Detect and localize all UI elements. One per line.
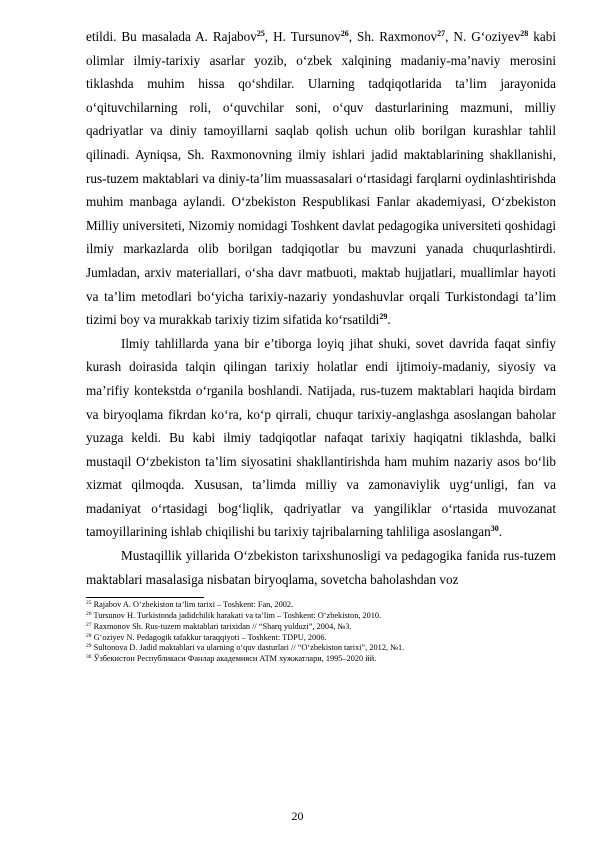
footnote-26 — [86, 611, 556, 622]
footnote-text: Ўзбекистон Республикаси Фанлар академияси АТМ хужжатлари, 1995–2020 йй. — [93, 654, 377, 664]
footnote-ref-27[interactable]: 27 — [437, 29, 446, 38]
footnote-29 — [86, 643, 556, 654]
footnotes — [86, 600, 556, 665]
text-run: kabi olimlar ilmiy-tarixiy asarlar yozib, o‘zbek xalqining madaniy-ma’naviy merosini tiklashda muhim hissa qo‘shdilar. Ularning tadqiqotlarida ta’lim jarayonida o‘qituvchilarning roli, o‘quvchilar soni, o‘quv dasturlarining mazmuni, milliy qadriyatlar va diniy tamoyillarni saqlab qolish uchun olib borilgan kurashlar tahlil qilinadi. Ayniqsa, Sh. Raxmonovning ilmiy ishlari jadid maktablarining shakllanishi, rus-tuzem maktablari va diniy-ta’lim muassasalari o‘rtasidagi farqlarni oydinlashtirishda muhim manbaga aylandi. O‘zbekiston Respublikasi Fanlar akademiyasi, O‘zbekiston Milliy universiteti, Nizomiy nomidagi Toshkent davlat pedagogika universiteti qoshidagi ilmiy markazlarda olib borilgan tadqiqotlar bu mavzuni yanada chuqurlashtirdi. Jumladan, arxiv materiallari, o‘sha davr matbuoti, maktab hujjatlari, muallimlar hayoti va ta’lim metodlari bo‘yicha tarixiy-nazariy yondashuvlar orqali Turkistondagi ta’lim tizimi boy va murakkab tarixiy tizim sifatida ko‘rsatildi — [86, 29, 556, 328]
text-run: etildi. Bu masalada A. Rajabov — [86, 29, 257, 44]
footnote-number: 25 — [86, 600, 92, 607]
footnote-ref-26[interactable]: 26 — [340, 29, 349, 38]
footnote-text: G‘oziyev N. Pedagogik tafakkur taraqqiyoti – Toshkent: TDPU, 2006. — [93, 632, 327, 642]
footnote-text: Sultonova D. Jadid maktablari va ularning o‘quv dasturlari // “O‘zbekiston tarixi”, 2012, №1. — [93, 643, 405, 653]
footnote-ref-25[interactable]: 25 — [256, 29, 265, 38]
footnote-number: 26 — [86, 611, 92, 618]
footnote-text: Tursunov H. Turkistonda jadidchilik harakati va ta’lim – Toshkent: O‘zbekiston, 2010. — [93, 611, 382, 621]
document-page — [86, 25, 556, 665]
footnote-number: 27 — [86, 621, 92, 628]
footnote-text: Rajabov A. O‘zbekiston ta’lim tarixi – Toshkent: Fan, 2002. — [93, 600, 294, 610]
body-paragraph-2 — [86, 332, 556, 544]
footnote-27 — [86, 622, 556, 633]
text-run: . — [498, 524, 502, 540]
footnote-number: 28 — [86, 632, 92, 639]
footnote-ref-29[interactable]: 29 — [379, 312, 388, 322]
footnote-separator — [86, 597, 204, 598]
text-run: Ilmiy tahlillarda yana bir e’tiborga loyiq jihat shuki, sovet davrida faqat sinfiy kurash doirasida talqin qilingan tarixiy holatlar endi ijtimoiy-madaniy, siyosiy va ma’rifiy kontekstda o‘rganila boshlandi. Natijada, rus-tuzem maktablari haqida birdam va biryoqlama fikrdan ko‘ra, ko‘p qirrali, chuqur tarixiy-anglashga asoslangan baholar yuzaga keldi. Bu kabi ilmiy tadqiqotlar nafaqat tarixiy haqiqatni tiklashda, balki mustaqil O‘zbekiston ta’lim siyosatini shakllantirishda ham muhim nazariy asos bo‘lib xizmat qilmoqda. Xususan, ta’limda milliy va zamonaviylik uyg‘unligi, fan va madaniyat o‘rtasidagi bog‘liqlik, qadriyatlar va yangiliklar o‘rtasida muvozanat tamoyillarining ishlab chiqilishi bu tarixiy tajribalarning tahliliga asoslangan — [86, 335, 556, 540]
footnote-25 — [86, 600, 556, 611]
text-run: , Sh. Raxmonov — [348, 29, 438, 44]
footnote-ref-28[interactable]: 28 — [520, 29, 529, 38]
text-run: Mustaqillik yillarida O‘zbekiston tarixshunosligi va pedagogika fanida rus-tuzem maktablari masalasiga nisbatan biryoqlama, sovetcha baholashdan voz — [86, 548, 556, 587]
footnote-30 — [86, 654, 556, 665]
footnote-number: 30 — [86, 654, 92, 661]
footnote-text: Raxmonov Sh. Rus-tuzem maktablari tarixidan // “Sharq yulduzi”, 2004, №3. — [93, 621, 352, 631]
page-number: 20 — [291, 809, 304, 823]
text-run: , N. G‘oziyev — [445, 29, 521, 44]
text-run: , H. Tursunov — [264, 29, 341, 44]
footnote-number: 29 — [86, 643, 92, 650]
body-paragraph-3 — [86, 544, 556, 591]
body-paragraph-1 — [86, 25, 556, 332]
footnote-28 — [86, 633, 556, 644]
footnote-ref-30[interactable]: 30 — [490, 524, 499, 534]
text-run: . — [387, 312, 391, 328]
